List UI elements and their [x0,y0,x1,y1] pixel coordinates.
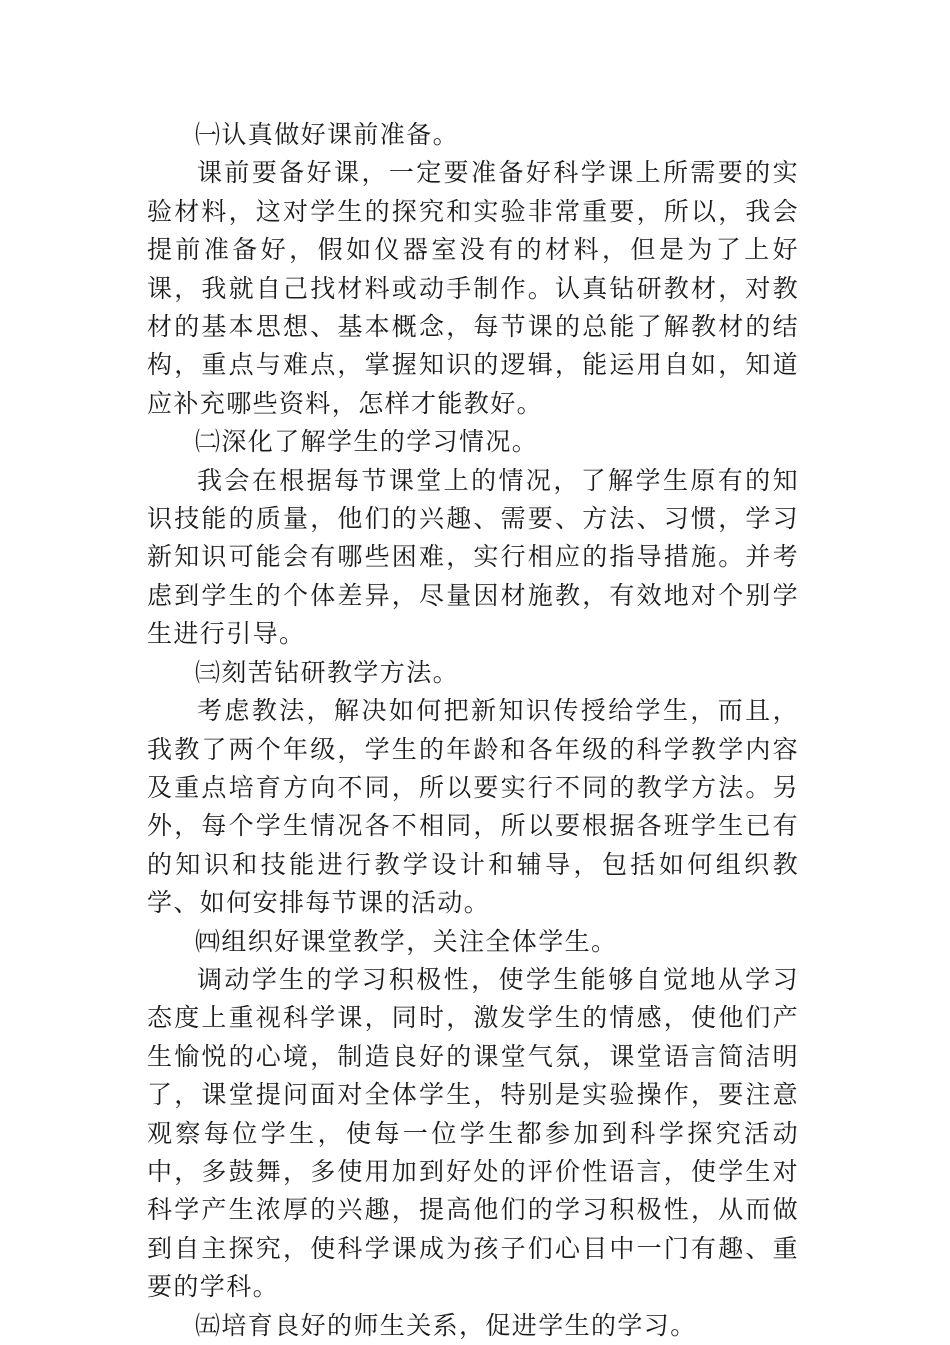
section-body-1: 课前要备好课，一定要准备好科学课上所需要的实验材料，这对学生的探究和实验非常重要，所以，我会提前准备好，假如仪器室没有的材料，但是为了上好课，我就自己找材料或动手制作。认真钻研教材，对教材的基本思想、基本概念，每节课的总能了解教材的结构，重点与难点，掌握知识的逻辑，能运用自如，知道应补充哪些资料，怎样才能教好。 [147,158,799,418]
section-heading-5: ㈤培育良好的师生关系，促进学生的学习。 [195,1310,697,1340]
section-body-2: 我会在根据每节课堂上的情况，了解学生原有的知识技能的质量，他们的兴趣、需要、方法、习惯，学习新知识可能会有哪些困难，实行相应的指导措施。并考虑到学生的个体差异，尽量因材施教，有效地对个别学生进行引导。 [147,465,799,649]
section-heading-3: ㈢刻苦钻研教学方法。 [195,657,460,687]
section-heading-4: ㈣组织好课堂教学，关注全体学生。 [195,926,618,956]
section-heading-2: ㈡深化了解学生的学习情况。 [195,427,539,457]
section-body-4: 调动学生的学习积极性，使学生能够自觉地从学习态度上重视科学课，同时，激发学生的情感，使他们产生愉悦的心境，制造良好的课堂气氛，课堂语言简洁明了，课堂提问面对全体学生，特别是实验操作，要注意观察每位学生，使每一位学生都参加到科学探究活动中，多鼓舞，多使用加到好处的评价性语言，使学生对科学产生浓厚的兴趣，提高他们的学习积极性，从而做到自主探究，使科学课成为孩子们心目中一门有趣、重要的学科。 [147,964,799,1302]
section-heading-1: ㈠认真做好课前准备。 [195,120,460,149]
section-body-3: 考虑教法，解决如何把新知识传授给学生，而且，我教了两个年级，学生的年龄和各年级的科学教学内容及重点培育方向不同，所以要实行不同的教学方法。另外，每个学生情况各不相同，所以要根据各班学生已有的知识和技能进行教学设计和辅导，包括如何组织教学、如何安排每节课的活动。 [147,696,799,918]
document-page [147,116,799,1345]
